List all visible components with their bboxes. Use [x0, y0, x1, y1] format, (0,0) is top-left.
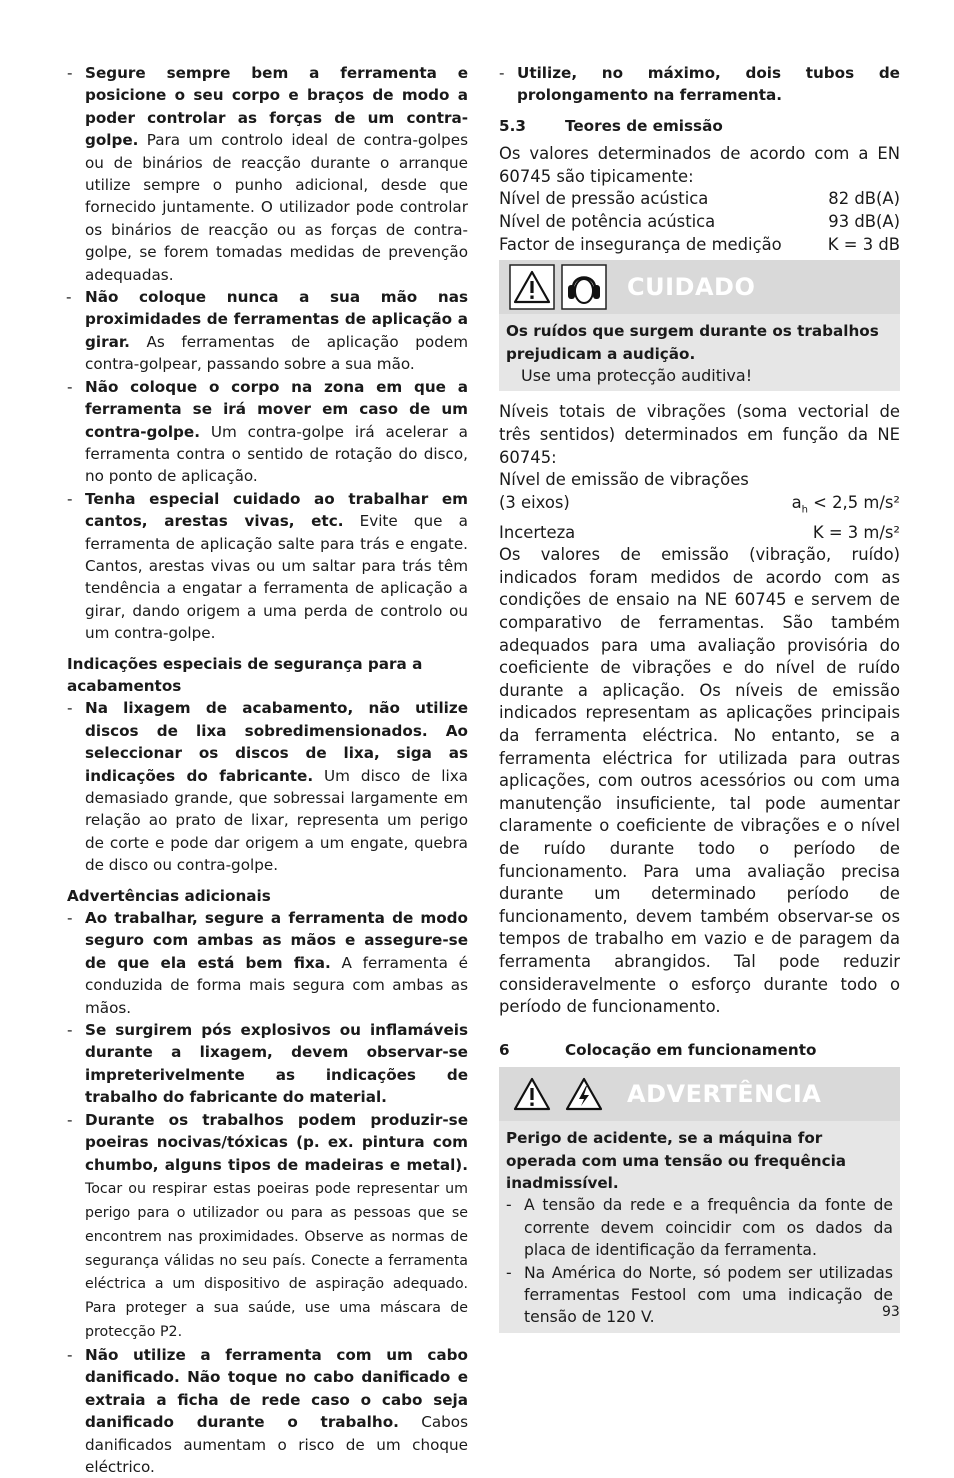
vibration-value: $a_h < 2,5$ m/s² — [791, 492, 900, 516]
warning-triangle-icon — [509, 1071, 555, 1117]
safety-item-bold: Na lixagem de acabamento, não utilize discos de lixa sobredimensionados. Ao seleccionar os discos de lixa, siga as indicações do fabricante. — [85, 699, 468, 785]
bullet-dash: - — [67, 909, 73, 928]
safety-item — [67, 62, 468, 286]
safety-item-bold: Utilize, no máximo, dois tubos de prolongamento na ferramenta. — [517, 64, 900, 105]
bullet-dash: - — [506, 1196, 512, 1215]
warning-triangle-icon — [509, 264, 555, 310]
bullet-dash: - — [67, 489, 73, 508]
safety-item-text: Um disco de lixa demasiado grande, que sobressai largamente em relação ao prato de lixar, representa um perigo de corte e pode dar origem a um engate, quebra de disco ou contra-golpe. — [85, 766, 468, 875]
uncertainty-row — [499, 522, 900, 545]
safety-item-text: As ferramentas de aplicação podem contra-golpear, passando sobre a sua mão. — [85, 332, 468, 374]
caution-bold: Os ruídos que surgem durante os trabalhos prejudicam a audição. — [506, 322, 879, 363]
bullet-dash: - — [67, 1021, 73, 1040]
bullet-dash: - — [67, 1110, 73, 1129]
bullet-dash: - — [67, 1345, 73, 1364]
safety-item — [499, 62, 900, 107]
left-column — [67, 62, 468, 1478]
safety-item-bold: Se surgirem pós explosivos ou inflamáveis durante a lixagem, devem observar-se impreterivelmente as indicações de trabalho do fabricante do material. — [85, 1021, 468, 1107]
safety-item — [67, 488, 468, 645]
warning-body — [499, 1121, 900, 1333]
vibration-label: Nível de emissão de vibrações — [499, 470, 749, 490]
safety-item-text: A ferramenta é conduzida de forma mais segura com ambas as mãos. — [85, 953, 468, 1017]
warning-title: ADVERTÊNCIA — [627, 1080, 822, 1109]
section-6-heading — [499, 1039, 900, 1061]
warning-item-text: Na América do Norte, só podem ser utilizadas ferramentas Festool com uma indicação de tensão de 120 V. — [524, 1263, 893, 1327]
safety-item — [67, 286, 468, 376]
safety-item — [67, 1344, 468, 1478]
emission-row — [499, 234, 900, 257]
warning-item-text: A tensão da rede e a frequência da fonte de corrente devem coincidir com os dados da placa de identificação da ferramenta. — [524, 1196, 893, 1260]
safety-item-bold: Não coloque nunca a sua mão nas proximidades de ferramentas de aplicação a girar. — [85, 288, 468, 351]
section-number: 5.3 — [499, 116, 526, 135]
warning-header — [499, 1067, 900, 1121]
emission-label: Nível de pressão acústica — [499, 189, 709, 209]
emission-label: Nível de potência acústica — [499, 212, 716, 231]
vibration-paragraph: Os valores de emissão (vibração, ruído) indicados foram medidos de acordo com as condições de ensaio na NE 60745 e servem de comparativo de ferramentas. São também adequados para uma avaliação provisória do coeficiente de vibrações e do nível de ruído durante a aplicação. Os níveis de emissão indicados representam as aplicações principais da ferramenta eléctrica. No entanto, se a ferramenta eléctrica for utilizada para outras aplicações, com outros acessórios ou com uma manutenção insuficiente, tal pode aumentar claramente o coeficiente de vibrações e o nível de ruído durante todo o período de funcionamento. Para uma avaliação precisa durante um determinado período de funcionamento, devem também observar-se os tempos de trabalho em vazio e de paragem da ferramenta abrangidos. Tal pode reduzir consideravelmente o esforço durante todo o período de funcionamento. — [499, 545, 900, 1017]
ear-protection-icon — [561, 264, 607, 310]
emission-value: K = 3 dB — [827, 234, 900, 254]
emission-intro: Os valores determinados de acordo com a EN 60745 são tipicamente: — [499, 144, 900, 186]
emission-label: Factor de insegurança de medição — [499, 234, 782, 254]
bullet-dash: - — [67, 699, 73, 718]
caution-body — [499, 314, 900, 391]
safety-item-text: Evite que a ferramenta de aplicação salte para trás e engate. Cantos, arestas vivas ou um saltar para trás têm tendência a engatar a ferramenta de aplicação a girar, dando origem a uma perda de controlo ou um contra-golpe. — [85, 512, 468, 643]
safety-item-bold: Tenha especial cuidado ao trabalhar em cantos, arestas vivas, etc. — [85, 489, 468, 531]
vibration-axes-label: (3 eixos) — [499, 492, 570, 512]
section-heading: Advertências adicionais — [67, 886, 271, 905]
safety-item-bold: Não utilize a ferramenta com um cabo danificado. Não toque no cabo danificado e extraia a ficha de rede caso o cabo seja danificado durante o trabalho. — [85, 1345, 468, 1432]
safety-item-text: Tocar ou respirar estas poeiras pode representar um perigo para o utilizador ou para as pessoas que se encontrem nas proximidades. Observe as normas de segurança válidas no seu país. Conecte a ferramenta eléctrica a um dispositivo de aspiração adequado. Para proteger a sua saúde, use uma máscara de protecção P2. — [85, 1181, 468, 1341]
caution-title: CUIDADO — [627, 273, 756, 302]
safety-item — [67, 907, 468, 1019]
bullet-dash: - — [67, 64, 73, 82]
warning-bold: Perigo de acidente, se a máquina for operada com uma tensão ou frequência inadmissível. — [506, 1129, 847, 1192]
page-number: 93 — [882, 1304, 900, 1320]
safety-item — [67, 697, 468, 876]
warning-item — [506, 1262, 893, 1329]
bullet-dash: - — [499, 64, 505, 82]
safety-item — [67, 1109, 468, 1344]
section-title: Colocação em funcionamento — [565, 1040, 817, 1059]
bullet-dash: - — [67, 377, 73, 396]
safety-item-text: Cabos danificados aumentam o risco de um choque eléctrico. — [85, 1413, 468, 1476]
emission-row — [499, 211, 900, 234]
safety-item — [67, 1019, 468, 1109]
emission-value: 82 dB(A) — [828, 189, 900, 209]
uncertainty-value: K = 3 m/s² — [812, 522, 900, 542]
safety-item — [67, 376, 468, 488]
emission-row — [499, 188, 900, 211]
section-title: Teores de emissão — [565, 116, 723, 135]
safety-item-text: Um contra-golpe irá acelerar a ferramenta contra o sentido de rotação do disco, no ponto de aplicação. — [85, 422, 468, 486]
caution-header — [499, 260, 900, 314]
safety-item-bold: Ao trabalhar, segure a ferramenta de modo seguro com ambas as mãos e assegure-se de que ela está bem fixa. — [85, 909, 468, 972]
warning-box — [499, 1067, 900, 1333]
electric-shock-icon — [561, 1071, 607, 1117]
vibration-intro: Níveis totais de vibrações (soma vectorial de três sentidos) determinados em função da NE 60745: — [499, 402, 900, 467]
section-heading: Indicações especiais de segurança para a acabamentos — [67, 654, 423, 695]
emission-value: 93 dB(A) — [828, 212, 900, 231]
safety-item-bold: Segure sempre bem a ferramenta e posicione o seu corpo e braços de modo a poder controlar as forças de um contra-golpe. — [85, 64, 468, 150]
safety-item-bold: Durante os trabalhos podem produzir-se poeiras nocivas/tóxicas (p. ex. pintura com chumbo, alguns tipos de madeiras e metal). — [85, 1110, 468, 1174]
vibration-row — [499, 492, 900, 522]
right-column — [499, 62, 900, 1333]
caution-text: Use uma protecção auditiva! — [521, 366, 753, 385]
section-5-3-heading — [499, 115, 900, 137]
safety-item-bold: Não coloque o corpo na zona em que a ferramenta se irá mover em caso de um contra-golpe. — [85, 377, 468, 441]
bullet-dash: - — [506, 1263, 512, 1282]
bullet-dash: - — [66, 288, 72, 307]
warning-item — [506, 1194, 893, 1261]
section-number: 6 — [499, 1040, 510, 1059]
caution-box — [499, 260, 900, 391]
safety-item-text: Para um controlo ideal de contra-golpes ou de binários de reacção durante o arranque utilize sempre o punho adicional, desde que fornecido juntamente. O utilizador pode controlar os binários de reacção ou as forças de contra-golpe, se forem tomadas medidas de prevenção adequadas. — [85, 131, 468, 284]
uncertainty-label: Incerteza — [499, 522, 576, 542]
